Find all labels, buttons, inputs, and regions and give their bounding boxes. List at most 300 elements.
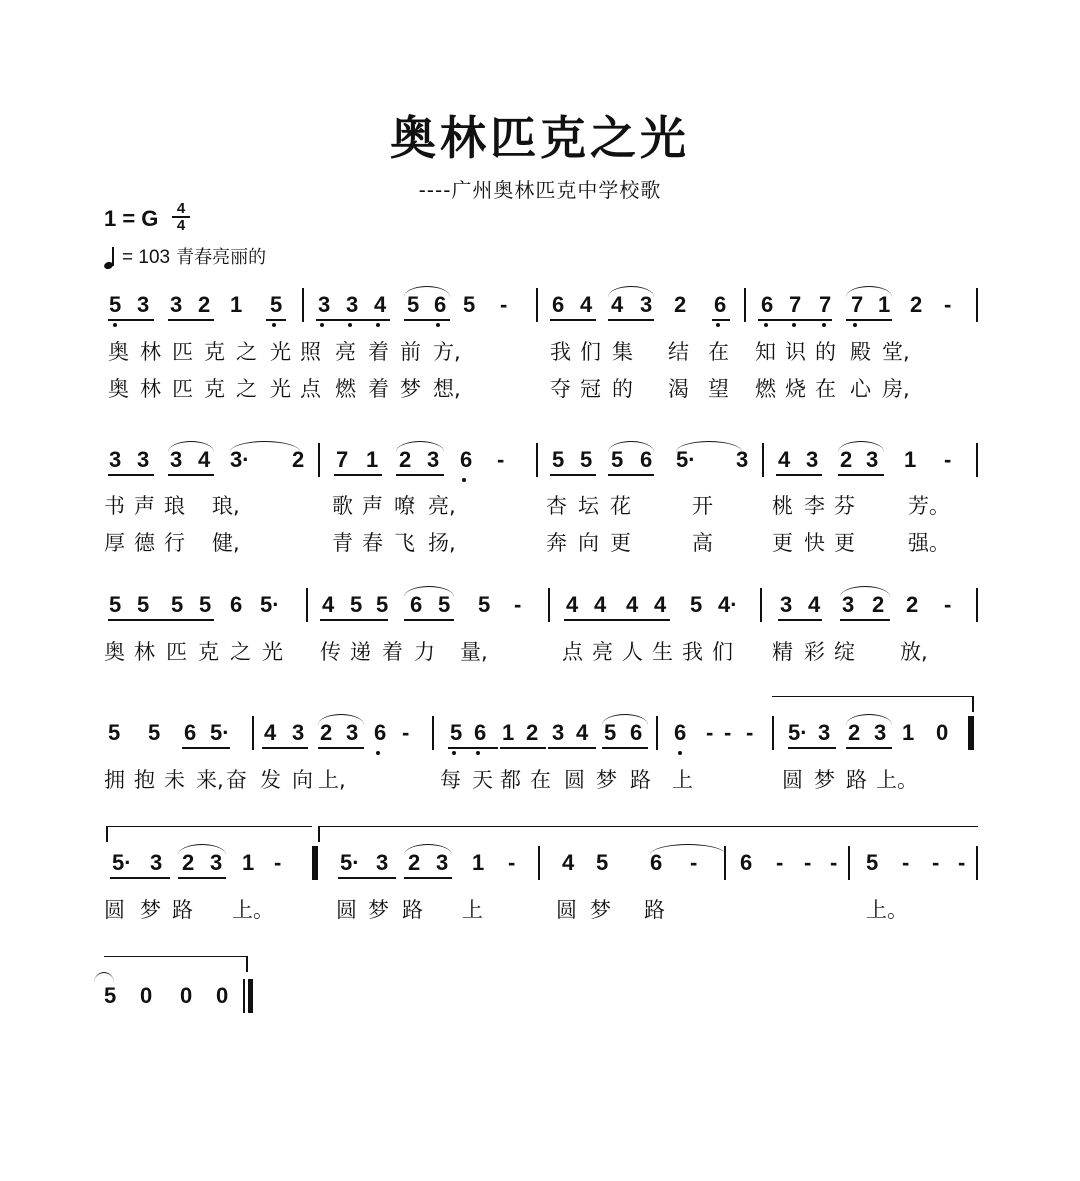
note: 5 bbox=[552, 447, 565, 472]
note: 4 bbox=[566, 592, 579, 617]
lyric-syllable: 精 bbox=[772, 640, 793, 664]
lyric-syllable: 上。 bbox=[876, 768, 918, 792]
underline-beam bbox=[262, 747, 308, 749]
underline-beam bbox=[320, 619, 388, 621]
lyric-syllable: 堂, bbox=[882, 340, 910, 364]
lyric-syllable: 拥 bbox=[104, 768, 125, 792]
repeat-end-thick-2 bbox=[312, 846, 317, 880]
note: 4 bbox=[611, 292, 624, 317]
lyric-syllable: 圆 bbox=[782, 768, 803, 792]
note: 4 bbox=[374, 292, 387, 317]
note: 5· bbox=[260, 592, 280, 617]
lyric-syllable-verse2: 飞 bbox=[394, 531, 415, 555]
lyric-syllable: 李 bbox=[804, 494, 825, 518]
note: 5 bbox=[109, 292, 122, 317]
note: 3 bbox=[137, 447, 150, 472]
lyric-syllable: 照 bbox=[300, 340, 321, 364]
coda-bracket bbox=[318, 826, 978, 827]
lyric-syllable: 传 bbox=[320, 640, 341, 664]
note: - bbox=[902, 850, 910, 875]
note: 3 bbox=[109, 447, 122, 472]
note: 3 bbox=[874, 720, 887, 745]
lyric-syllable-verse2: 点 bbox=[300, 377, 321, 401]
lyric-syllable-verse2: 着 bbox=[368, 377, 389, 401]
lyric-syllable: 芬 bbox=[834, 494, 855, 518]
slur bbox=[602, 714, 648, 725]
note: 0 bbox=[216, 983, 229, 1008]
lyric-syllable: 路 bbox=[846, 768, 867, 792]
song-title: 奥林匹克之光 bbox=[390, 111, 690, 165]
lyric-syllable: 天 bbox=[472, 768, 493, 792]
lyric-syllable-verse2: 在 bbox=[815, 377, 836, 401]
lyric-syllable: 路 bbox=[172, 898, 193, 922]
lyric-syllable: 路 bbox=[630, 768, 651, 792]
lyric-syllable-verse2: 冠 bbox=[580, 377, 601, 401]
underline-beam bbox=[838, 474, 884, 476]
barline bbox=[548, 588, 550, 622]
lyric-syllable: 林 bbox=[134, 640, 155, 664]
lyric-syllable: 未 bbox=[164, 768, 185, 792]
lyric-syllable: 梦 bbox=[368, 898, 389, 922]
lyric-syllable: 花 bbox=[610, 494, 631, 518]
underline-beam bbox=[108, 319, 154, 321]
lyric-syllable: 光 bbox=[270, 340, 291, 364]
note: 6 bbox=[552, 292, 565, 317]
lyric-syllable: 前 bbox=[400, 340, 421, 364]
final-bracket bbox=[104, 956, 248, 957]
lyric-syllable-verse2: 燃 bbox=[335, 377, 356, 401]
underline-beam bbox=[840, 619, 890, 621]
lyric-syllable: 克 bbox=[198, 640, 219, 664]
note: 5· bbox=[112, 850, 132, 875]
note: 6 bbox=[674, 720, 687, 745]
underline-beam bbox=[404, 877, 452, 879]
octave-dot bbox=[476, 751, 480, 755]
barline bbox=[976, 588, 978, 622]
key-signature: 1 = G bbox=[104, 206, 159, 231]
note: - bbox=[958, 850, 966, 875]
octave-dot bbox=[376, 323, 380, 327]
note: 0 bbox=[140, 983, 153, 1008]
lyric-syllable: 发 bbox=[260, 768, 281, 792]
lyric-syllable: 们 bbox=[580, 340, 601, 364]
note: 1 bbox=[242, 850, 255, 875]
lyric-syllable: 光 bbox=[262, 640, 283, 664]
note: 1 bbox=[902, 720, 915, 745]
octave-dot bbox=[376, 751, 380, 755]
note: 4 bbox=[322, 592, 335, 617]
note: 4 bbox=[626, 592, 639, 617]
lyric-syllable-verse2: 渴 bbox=[668, 377, 689, 401]
note: 6 bbox=[230, 592, 243, 617]
underline-beam bbox=[108, 474, 154, 476]
slur bbox=[846, 714, 892, 725]
note: 1 bbox=[878, 292, 891, 317]
note: 5 bbox=[137, 592, 150, 617]
lyric-syllable: 在 bbox=[530, 768, 551, 792]
note: 5 bbox=[148, 720, 161, 745]
volta-2-bracket bbox=[106, 826, 312, 827]
note: 5 bbox=[611, 447, 624, 472]
lyric-syllable: 殿 bbox=[850, 340, 871, 364]
note: 3 bbox=[318, 292, 331, 317]
lyric-syllable: 上。 bbox=[866, 898, 908, 922]
note: - bbox=[830, 850, 838, 875]
lyric-syllable-verse2: 克 bbox=[204, 377, 225, 401]
lyric-syllable: 集 bbox=[612, 340, 633, 364]
note: 3 bbox=[736, 447, 749, 472]
note: 2 bbox=[408, 850, 421, 875]
lyric-syllable: 们 bbox=[712, 640, 733, 664]
note: 2 bbox=[906, 592, 919, 617]
lyric-syllable-verse2: 的 bbox=[612, 377, 633, 401]
time-signature-top: 4 bbox=[176, 200, 186, 217]
lyric-syllable: 琅 bbox=[164, 494, 185, 518]
lyric-syllable-verse2: 燃 bbox=[755, 377, 776, 401]
note: - bbox=[690, 850, 698, 875]
tie-final bbox=[94, 972, 114, 983]
underline-beam bbox=[316, 319, 390, 321]
lyric-syllable-verse2: 心 bbox=[850, 377, 871, 401]
barline bbox=[762, 443, 764, 477]
note: 6 bbox=[714, 292, 727, 317]
tempo-bpm: = 103 bbox=[122, 247, 171, 268]
underline-beam bbox=[182, 747, 230, 749]
note: 7 bbox=[851, 292, 864, 317]
lyric-syllable-verse2: 奔 bbox=[546, 531, 567, 555]
lyric-syllable: 嘹 bbox=[394, 494, 415, 518]
lyric-syllable: 着 bbox=[368, 340, 389, 364]
note: 6 bbox=[740, 850, 753, 875]
note: - bbox=[706, 720, 714, 745]
tempo-expression: 青春亮丽的 bbox=[176, 247, 267, 268]
underline-beam bbox=[564, 619, 670, 621]
note: 1 bbox=[366, 447, 379, 472]
note: 2 bbox=[399, 447, 412, 472]
note: 6 bbox=[410, 592, 423, 617]
lyric-syllable-verse2: 德 bbox=[134, 531, 155, 555]
note: 5 bbox=[350, 592, 363, 617]
underline-beam bbox=[404, 319, 450, 321]
note: 4 bbox=[594, 592, 607, 617]
slur bbox=[168, 441, 214, 452]
octave-dot bbox=[436, 323, 440, 327]
note: 5 bbox=[199, 592, 212, 617]
note: 1 bbox=[904, 447, 917, 472]
lyric-syllable: 知 bbox=[755, 340, 776, 364]
lyric-syllable: 琅, bbox=[212, 494, 240, 518]
lyric-syllable: 都 bbox=[500, 768, 521, 792]
barline bbox=[976, 846, 978, 880]
underline-beam bbox=[318, 747, 364, 749]
note: - bbox=[804, 850, 812, 875]
underline-beam bbox=[608, 319, 654, 321]
note: - bbox=[497, 447, 505, 472]
lyric-syllable: 圆 bbox=[104, 898, 125, 922]
lyric-syllable-verse2: 健, bbox=[212, 531, 240, 555]
underline-beam bbox=[108, 619, 214, 621]
note: 3· bbox=[230, 447, 250, 472]
note: 6 bbox=[630, 720, 643, 745]
note: - bbox=[944, 292, 952, 317]
barline bbox=[536, 288, 538, 322]
note: 4 bbox=[264, 720, 277, 745]
note: 3 bbox=[376, 850, 389, 875]
note: - bbox=[932, 850, 940, 875]
underline-beam bbox=[168, 474, 214, 476]
volta-1-bracket-end bbox=[972, 696, 974, 712]
slur bbox=[230, 441, 300, 452]
lyric-syllable: 声 bbox=[362, 494, 383, 518]
lyric-syllable: 绽 bbox=[834, 640, 855, 664]
note: - bbox=[508, 850, 516, 875]
note: 3 bbox=[292, 720, 305, 745]
tempo-marking bbox=[104, 243, 266, 269]
lyric-syllable-verse2: 快 bbox=[804, 531, 825, 555]
final-barline-thick bbox=[248, 979, 253, 1013]
octave-dot bbox=[678, 751, 682, 755]
note: 2 bbox=[910, 292, 923, 317]
lyric-syllable: 力 bbox=[414, 640, 435, 664]
note: 1 bbox=[472, 850, 485, 875]
lyric-syllable-verse2: 奥 bbox=[108, 377, 129, 401]
note: 5 bbox=[450, 720, 463, 745]
octave-dot bbox=[822, 323, 826, 327]
lyric-syllable: 放, bbox=[900, 640, 928, 664]
lyric-syllable: 上 bbox=[462, 898, 483, 922]
coda-bracket-start bbox=[318, 826, 320, 842]
note: 4 bbox=[198, 447, 211, 472]
note: - bbox=[944, 592, 952, 617]
lyric-syllable: 结 bbox=[668, 340, 689, 364]
note: 6 bbox=[434, 292, 447, 317]
lyric-syllable: 匹 bbox=[172, 340, 193, 364]
slur bbox=[404, 844, 452, 855]
note: 4 bbox=[576, 720, 589, 745]
note: - bbox=[500, 292, 508, 317]
note: 6 bbox=[460, 447, 473, 472]
note: 5 bbox=[171, 592, 184, 617]
note: 3 bbox=[150, 850, 163, 875]
lyric-syllable-verse2: 更 bbox=[610, 531, 631, 555]
underline-beam bbox=[404, 619, 454, 621]
note: 5 bbox=[866, 850, 879, 875]
octave-dot bbox=[853, 323, 857, 327]
lyric-syllable: 圆 bbox=[336, 898, 357, 922]
underline-beam bbox=[168, 319, 214, 321]
note: 3 bbox=[866, 447, 879, 472]
lyric-syllable-verse2: 更 bbox=[834, 531, 855, 555]
note: 2 bbox=[674, 292, 687, 317]
lyric-syllable: 开 bbox=[692, 494, 713, 518]
octave-dot bbox=[113, 323, 117, 327]
underline-beam bbox=[178, 877, 226, 879]
note: 6 bbox=[761, 292, 774, 317]
lyric-syllable-verse2: 强。 bbox=[908, 531, 950, 555]
note: - bbox=[514, 592, 522, 617]
note: 2 bbox=[320, 720, 333, 745]
slur bbox=[404, 586, 454, 597]
lyric-syllable: 人 bbox=[622, 640, 643, 664]
barline bbox=[252, 716, 254, 750]
volta-1-bracket bbox=[772, 696, 974, 697]
lyric-syllable-verse2: 望 bbox=[708, 377, 729, 401]
note: 3 bbox=[842, 592, 855, 617]
note: 5· bbox=[210, 720, 230, 745]
barline bbox=[302, 288, 304, 322]
lyric-syllable: 圆 bbox=[556, 898, 577, 922]
note: 2 bbox=[848, 720, 861, 745]
underline-beam bbox=[602, 747, 648, 749]
lyric-syllable: 的 bbox=[815, 340, 836, 364]
note: 6 bbox=[474, 720, 487, 745]
note: 2 bbox=[840, 447, 853, 472]
barline bbox=[306, 588, 308, 622]
underline-beam bbox=[500, 747, 546, 749]
lyric-syllable: 路 bbox=[402, 898, 423, 922]
note: 7 bbox=[336, 447, 349, 472]
underline-beam bbox=[846, 747, 892, 749]
note: 4 bbox=[808, 592, 821, 617]
lyric-syllable-verse2: 光 bbox=[270, 377, 291, 401]
note: 0 bbox=[180, 983, 193, 1008]
underline-beam bbox=[550, 474, 596, 476]
octave-dot bbox=[716, 323, 720, 327]
note: 5 bbox=[270, 292, 283, 317]
underline-beam bbox=[548, 747, 596, 749]
underline-beam bbox=[396, 474, 444, 476]
note: 6 bbox=[650, 850, 663, 875]
note: 5 bbox=[104, 983, 117, 1008]
lyric-syllable: 生 bbox=[652, 640, 673, 664]
note: 3 bbox=[806, 447, 819, 472]
barline bbox=[656, 716, 658, 750]
note: 2 bbox=[292, 447, 305, 472]
note: - bbox=[724, 720, 732, 745]
lyric-syllable-verse2: 烧 bbox=[785, 377, 806, 401]
barline bbox=[536, 443, 538, 477]
slur bbox=[846, 286, 892, 297]
note: 6 bbox=[640, 447, 653, 472]
note: - bbox=[274, 850, 282, 875]
note: 3 bbox=[818, 720, 831, 745]
underline-beam bbox=[338, 877, 396, 879]
note: 2 bbox=[182, 850, 195, 875]
lyric-syllable: 彩 bbox=[804, 640, 825, 664]
note: 3 bbox=[640, 292, 653, 317]
note: - bbox=[402, 720, 410, 745]
lyric-syllable: 递 bbox=[350, 640, 371, 664]
note: 5 bbox=[463, 292, 476, 317]
barline bbox=[744, 288, 746, 322]
note: 1 bbox=[230, 292, 243, 317]
slur bbox=[840, 586, 890, 597]
lyric-syllable-verse2: 之 bbox=[236, 377, 257, 401]
octave-dot bbox=[792, 323, 796, 327]
slur bbox=[404, 286, 450, 297]
note: 5· bbox=[788, 720, 808, 745]
underline-beam bbox=[788, 747, 836, 749]
note: 4 bbox=[778, 447, 791, 472]
lyric-syllable: 坛 bbox=[578, 494, 599, 518]
underline-beam bbox=[110, 877, 170, 879]
lyric-syllable: 克 bbox=[204, 340, 225, 364]
octave-dot bbox=[764, 323, 768, 327]
lyric-syllable: 在 bbox=[708, 340, 729, 364]
barline bbox=[976, 288, 978, 322]
note: 3 bbox=[346, 292, 359, 317]
lyric-syllable-verse2: 向 bbox=[578, 531, 599, 555]
note: 3 bbox=[427, 447, 440, 472]
lyric-syllable: 上 bbox=[672, 768, 693, 792]
lyric-syllable: 向 bbox=[292, 768, 313, 792]
song-subtitle: ----广州奥林匹克中学校歌 bbox=[418, 178, 662, 202]
lyric-syllable: 梦 bbox=[590, 898, 611, 922]
note: 7 bbox=[789, 292, 802, 317]
note: 2 bbox=[872, 592, 885, 617]
note: 3 bbox=[552, 720, 565, 745]
lyric-syllable: 点 bbox=[562, 640, 583, 664]
slur bbox=[650, 844, 726, 855]
lyric-syllable: 上, bbox=[318, 768, 346, 792]
underline-beam bbox=[712, 319, 730, 321]
note: 6 bbox=[374, 720, 387, 745]
octave-dot bbox=[272, 323, 276, 327]
note: 5 bbox=[478, 592, 491, 617]
note: 4 bbox=[562, 850, 575, 875]
note: 0 bbox=[936, 720, 949, 745]
lyric-syllable: 每 bbox=[440, 768, 461, 792]
lyric-syllable-verse2: 高 bbox=[692, 531, 713, 555]
note: 5 bbox=[407, 292, 420, 317]
lyric-syllable: 梦 bbox=[596, 768, 617, 792]
final-bracket-end bbox=[246, 956, 248, 972]
slur bbox=[838, 441, 884, 452]
barline bbox=[976, 443, 978, 477]
lyric-syllable: 亮 bbox=[592, 640, 613, 664]
lyric-syllable: 芳。 bbox=[908, 494, 950, 518]
repeat-end-thick bbox=[968, 716, 973, 750]
lyric-syllable: 我 bbox=[550, 340, 571, 364]
lyric-syllable: 之 bbox=[236, 340, 257, 364]
lyric-syllable: 圆 bbox=[564, 768, 585, 792]
underline-beam bbox=[778, 619, 822, 621]
underline-beam bbox=[448, 747, 498, 749]
lyric-syllable-verse2: 夺 bbox=[550, 377, 571, 401]
lyric-syllable: 梦 bbox=[140, 898, 161, 922]
lyric-syllable: 杏 bbox=[546, 494, 567, 518]
lyric-syllable: 上。 bbox=[232, 898, 274, 922]
lyric-syllable: 梦 bbox=[814, 768, 835, 792]
lyric-syllable: 亮 bbox=[335, 340, 356, 364]
note: 1 bbox=[502, 720, 515, 745]
barline bbox=[432, 716, 434, 750]
slur bbox=[318, 714, 364, 725]
note: 5· bbox=[676, 447, 696, 472]
lyric-syllable-verse2: 梦 bbox=[400, 377, 421, 401]
note: 5 bbox=[376, 592, 389, 617]
lyric-syllable-verse2: 青 bbox=[332, 531, 353, 555]
note: - bbox=[944, 447, 952, 472]
underline-beam bbox=[608, 474, 654, 476]
lyric-syllable: 桃 bbox=[772, 494, 793, 518]
lyric-syllable: 匹 bbox=[166, 640, 187, 664]
note: 3 bbox=[210, 850, 223, 875]
slur bbox=[608, 441, 654, 452]
note: - bbox=[776, 850, 784, 875]
quarter-note-icon bbox=[104, 247, 118, 269]
lyric-syllable: 之 bbox=[230, 640, 251, 664]
